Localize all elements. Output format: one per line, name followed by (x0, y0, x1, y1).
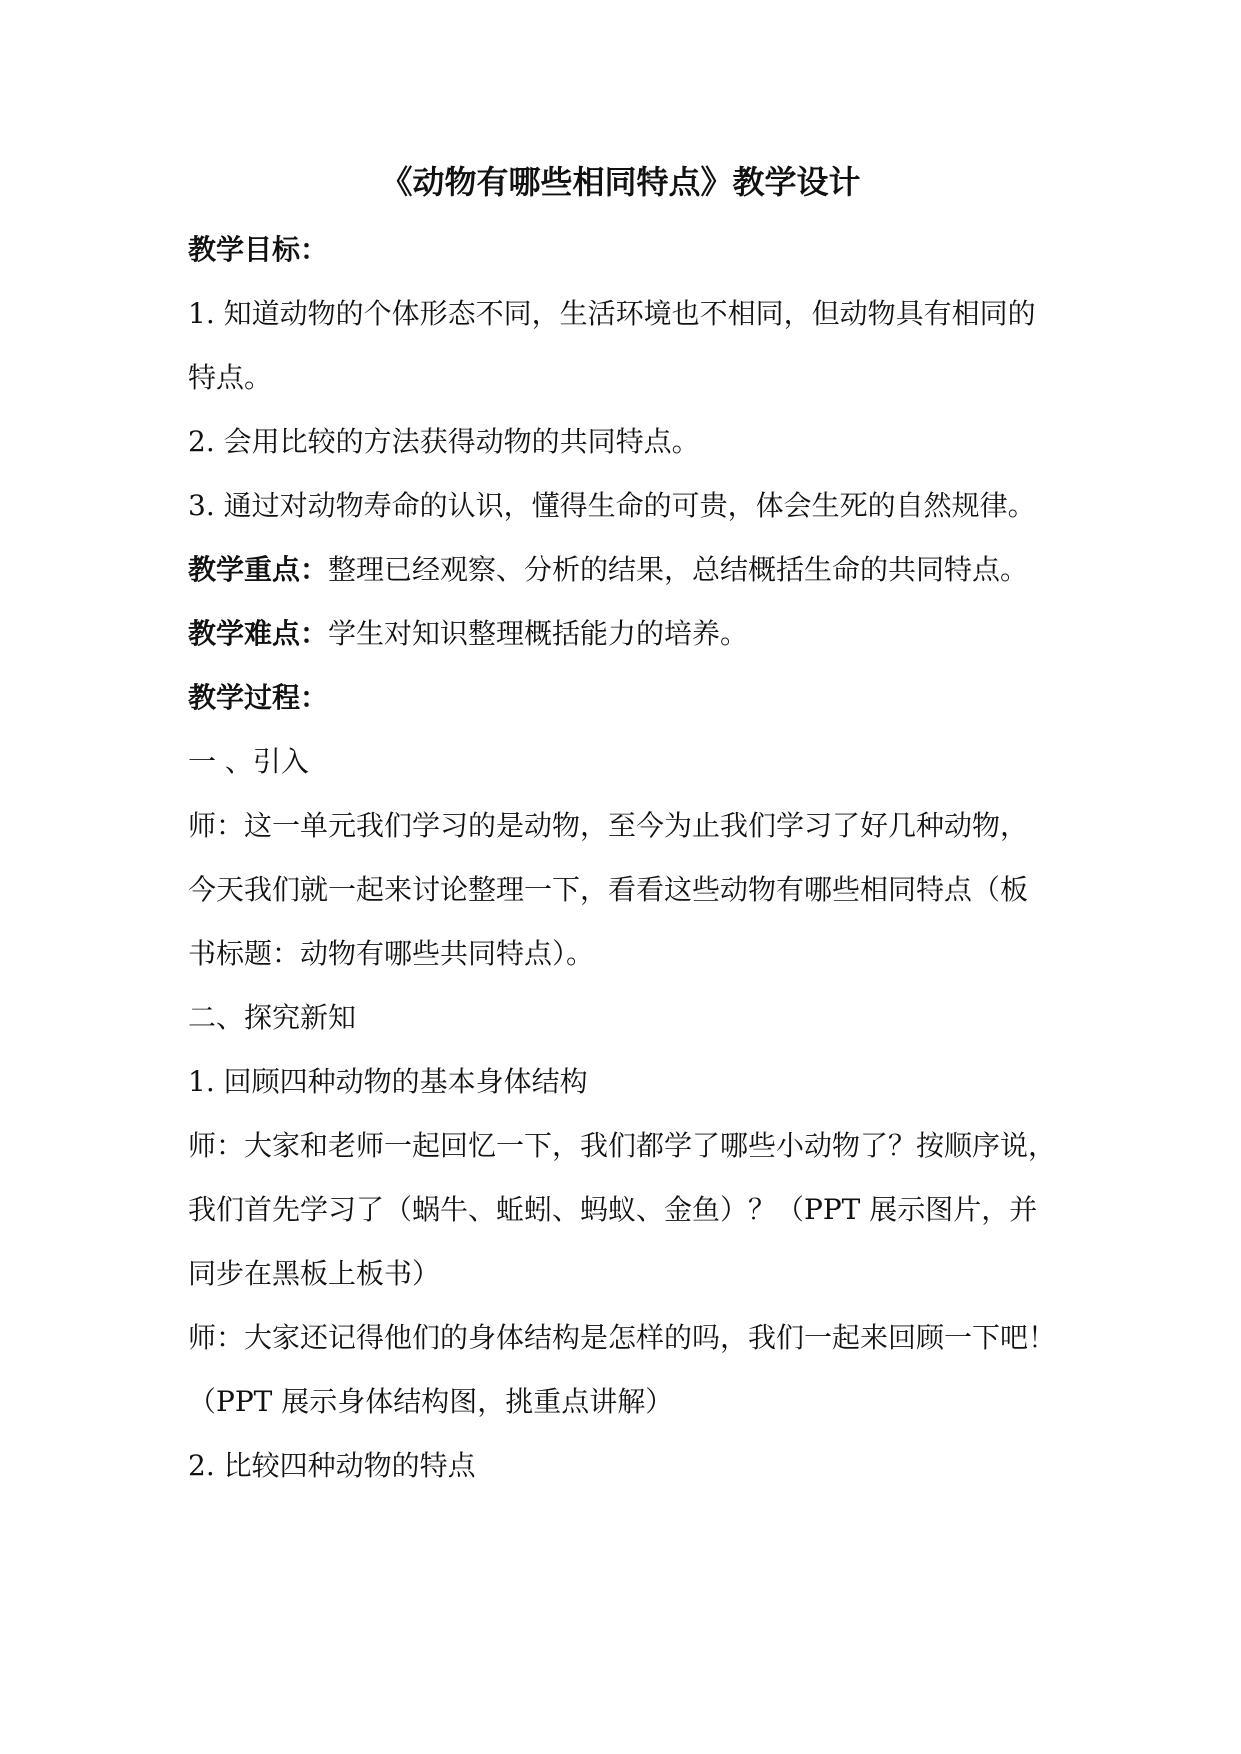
step-2-heading: 2. 比较四种动物的特点 (188, 1449, 476, 1482)
document-title: 《动物有哪些相同特点》教学设计 (380, 163, 861, 201)
review-line-2: 我们首先学习了（蜗牛、蚯蚓、蚂蚁、金鱼）？（PPT 展示图片，并 (188, 1193, 1038, 1226)
key-point-text: 整理已经观察、分析的结果，总结概括生命的共同特点。 (328, 553, 1029, 586)
objective-1-line-1: 1. 知道动物的个体形态不同，生活环境也不相同，但动物具有相同的 (188, 297, 1036, 330)
section-1-heading: 一 、引入 (188, 745, 309, 778)
intro-line-2: 今天我们就一起来讨论整理一下，看看这些动物有哪些相同特点（板 (188, 873, 1029, 906)
key-point-paragraph (188, 546, 1068, 610)
objective-1-line-2: 特点。 (188, 361, 273, 394)
review-line-1: 师：大家和老师一起回忆一下，我们都学了哪些小动物了？按顺序说， (188, 1129, 1057, 1162)
intro-line-3: 书标题：动物有哪些共同特点）。 (188, 937, 595, 970)
difficulty-text: 学生对知识整理概括能力的培养。 (328, 617, 749, 650)
structure-line-2: （PPT 展示身体结构图，挑重点讲解） (188, 1385, 674, 1418)
objectives-heading: 教学目标： (188, 233, 329, 266)
document-body (188, 226, 1068, 1506)
process-heading: 教学过程： (188, 681, 329, 714)
review-line-3: 同步在黑板上板书） (188, 1257, 441, 1290)
difficulty-paragraph (188, 610, 1068, 674)
difficulty-label: 教学难点： (188, 617, 329, 650)
section-2-heading: 二、探究新知 (188, 1001, 357, 1034)
key-point-label: 教学重点： (188, 553, 329, 586)
intro-line-1: 师：这一单元我们学习的是动物，至今为止我们学习了好几种动物， (188, 809, 1029, 842)
objective-2: 2. 会用比较的方法获得动物的共同特点。 (188, 425, 700, 458)
structure-line-1: 师：大家还记得他们的身体结构是怎样的吗，我们一起来回顾一下吧！ (188, 1321, 1057, 1354)
objective-3: 3. 通过对动物寿命的认识，懂得生命的可贵，体会生死的自然规律。 (188, 489, 1036, 522)
step-1-heading: 1. 回顾四种动物的基本身体结构 (188, 1065, 588, 1098)
